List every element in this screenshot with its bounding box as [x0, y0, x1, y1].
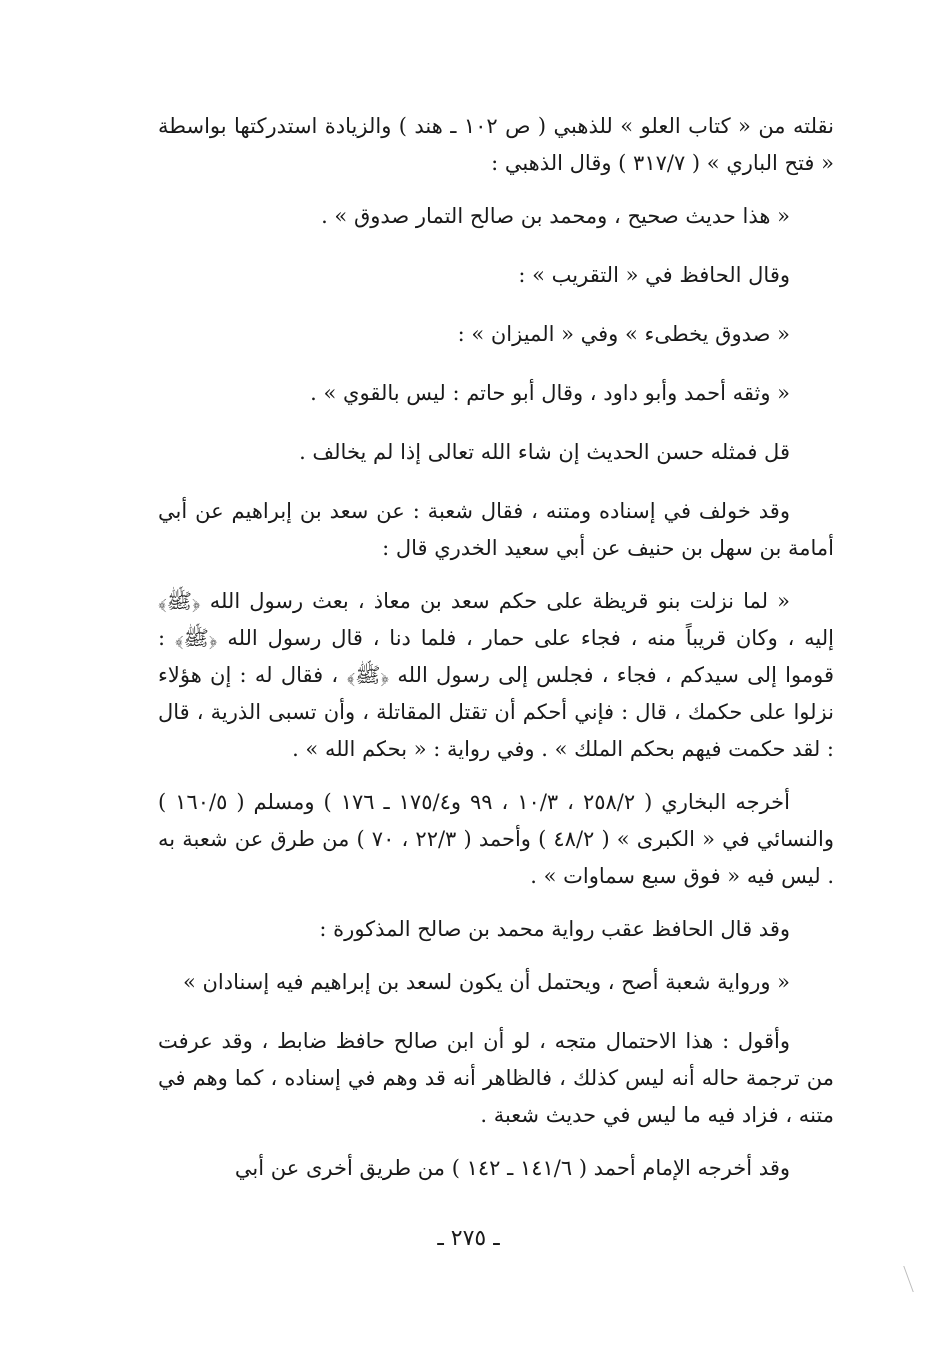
paragraph-4: « صدوق يخطىء » وفي « الميزان » : [457, 322, 790, 346]
paragraph-12: وأقول : هذا الاحتمال متجه ، لو أن ابن صالح حافظ ضابط ، وقد عرفت من ترجمة حاله أنه ليس كذلك ، فالظاهر أنه قد وهم في إسناده ، كما وهم في متنه ، فزاد فيه ما ليس في حديث شعبة . [158, 1029, 834, 1127]
page-number: ـ ٢٧٥ ـ [437, 1226, 500, 1251]
paragraph-13: وقد أخرجه الإمام أحمد ( ١٤١/٦ ـ ١٤٢ ) من طريق أخرى عن أبي [234, 1156, 790, 1180]
paragraph-11: « ورواية شعبة أصح ، ويحتمل أن يكون لسعد بن إبراهيم فيه إسنادان » [182, 970, 790, 994]
paragraph-1: نقلته من « كتاب العلو » للذهبي ( ص ١٠٢ ـ هند ) والزيادة استدركتها بواسطة « فتح الباري » ( ٣١٧/٧ ) وقال الذهبي : [158, 114, 834, 175]
paragraph-9: أخرجه البخاري ( ٢٥٨/٢ ، ١٠/٣ ، ٩٩ و١٧٥/٤ ـ ١٧٦ ) ومسلم ( ١٦٠/٥ ) والنسائي في « الكبرى » ( ٤٨/٢ ) وأحمد ( ٢٢/٣ ، ٧٠ ) من طرق عن شعبة به . ليس فيه « فوق سبع سماوات » . [158, 790, 834, 888]
paragraph-5: « وثقه أحمد وأبو داود ، وقال أبو حاتم : ليس بالقوي » . [310, 381, 790, 405]
paragraph-10: وقد قال الحافظ عقب رواية محمد بن صالح المذكورة : [319, 917, 790, 941]
paragraph-6: قل فمثله حسن الحديث إن شاء الله تعالى إذا لم يخالف . [299, 440, 790, 464]
paragraph-3: وقال الحافظ في « التقريب » : [518, 263, 790, 287]
body-text [158, 108, 834, 1203]
paragraph-2: « هذا حديث صحيح ، ومحمد بن صالح التمار صدوق » . [321, 204, 790, 228]
paragraph-8: « لما نزلت بنو قريظة على حكم سعد بن معاذ ، بعث رسول الله ﴿ﷺ﴾ إليه ، وكان قريباً منه ، فجاء على حمار ، فلما دنا ، قال رسول الله ﴿ﷺ﴾ : قوموا إلى سيدكم ، فجاء ، فجلس إلى رسول الله ﴿ﷺ﴾ ، فقال له : إن هؤلاء نزلوا على حكمك ، قال : فإني أحكم أن تقتل المقاتلة ، وأن تسبى الذرية ، قال : لقد حكمت فيهم بحكم الملك » . وفي رواية : « بحكم الله » . [158, 589, 834, 761]
paragraph-7: وقد خولف في إسناده ومتنه ، فقال شعبة : عن سعد بن إبراهيم عن أبي أمامة بن سهل بن حنيف عن أبي سعيد الخدري قال : [158, 499, 834, 560]
scan-mark [903, 1266, 929, 1292]
